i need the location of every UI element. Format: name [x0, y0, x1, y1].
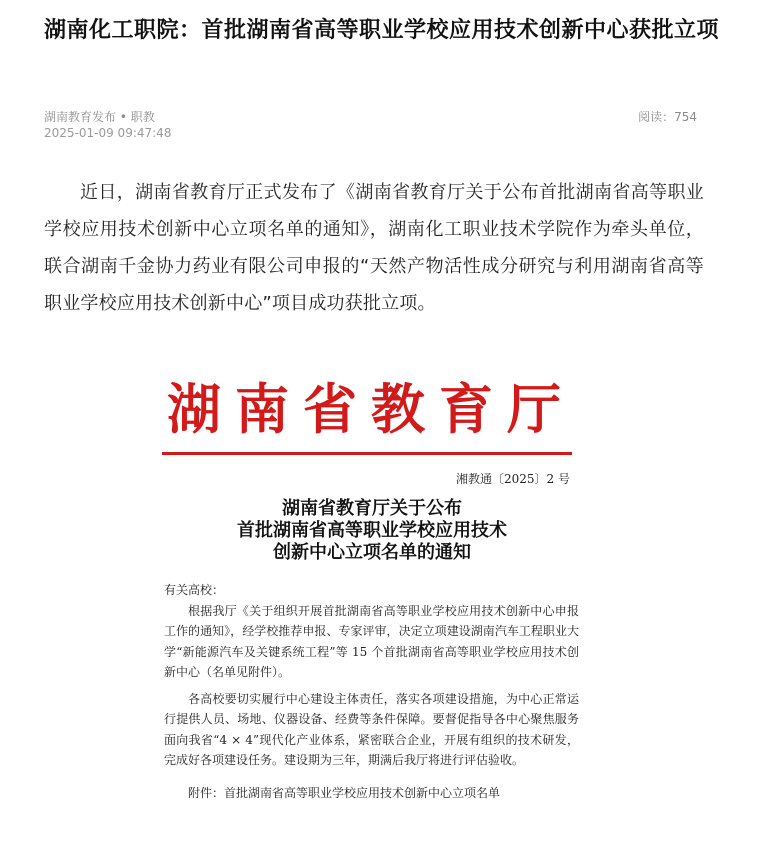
- document-heading-line: 湖南省教育厅关于公布: [282, 498, 462, 519]
- article-paragraph: 近日，湖南省教育厅正式发布了《湖南省教育厅关于公布首批湖南省高等职业学校应用技术创新中心立项名单的通知》，湖南化工职业技术学院作为牵头单位，联合湖南千金协力药业有限公司申报的“天然产物活性成分研究与利用湖南省高等职业学校应用技术创新中心”项目成功获批立项。: [44, 182, 704, 314]
- article-datetime: 2025-01-09 09:47:48: [44, 126, 172, 140]
- document-salutation: 有关高校：: [164, 583, 225, 597]
- article-title: 湖南化工职院：首批湖南省高等职业学校应用技术创新中心获批立项: [44, 18, 720, 43]
- read-count: 阅读：754: [638, 110, 697, 124]
- document-body: [164, 580, 579, 803]
- document-paragraph-2: 各高校要切实履行中心建设主体责任，落实各项建设措施，为中心正常运行提供人员、场地、仪器设备、经费等条件保障。要督促指导各中心聚焦服务面向我省“4 × 4”现代化产业体系，紧密联合企业，开展有组织的技术研发，完成好各项建设任务。建设期为三年，期满后我厅将进行评估验收。: [164, 691, 579, 767]
- document-heading: [142, 498, 602, 564]
- notice-document-image: [142, 360, 602, 863]
- document-paragraph-1: 根据我厅《关于组织开展首批湖南省高等职业学校应用技术创新中心申报工作的通知》，经学校推荐申报、专家评审，决定立项建设湖南汽车工程职业大学“新能源汽车及关键系统工程”等 15 个首批湖南省高等职业学校应用技术创新中心（名单见附件）。: [164, 603, 579, 679]
- document-attachment: 附件：首批湖南省高等职业学校应用技术创新中心立项名单: [188, 785, 501, 800]
- document-heading-line: 首批湖南省高等职业学校应用技术: [237, 520, 507, 541]
- document-heading-line: 创新中心立项名单的通知: [273, 542, 471, 563]
- article-source[interactable]: 湖南教育发布 • 职教: [44, 110, 155, 124]
- document-header: 湖南省教育厅: [167, 377, 575, 441]
- document-number: 湘教通〔2025〕2 号: [456, 472, 570, 486]
- header-red-rule: [162, 452, 572, 455]
